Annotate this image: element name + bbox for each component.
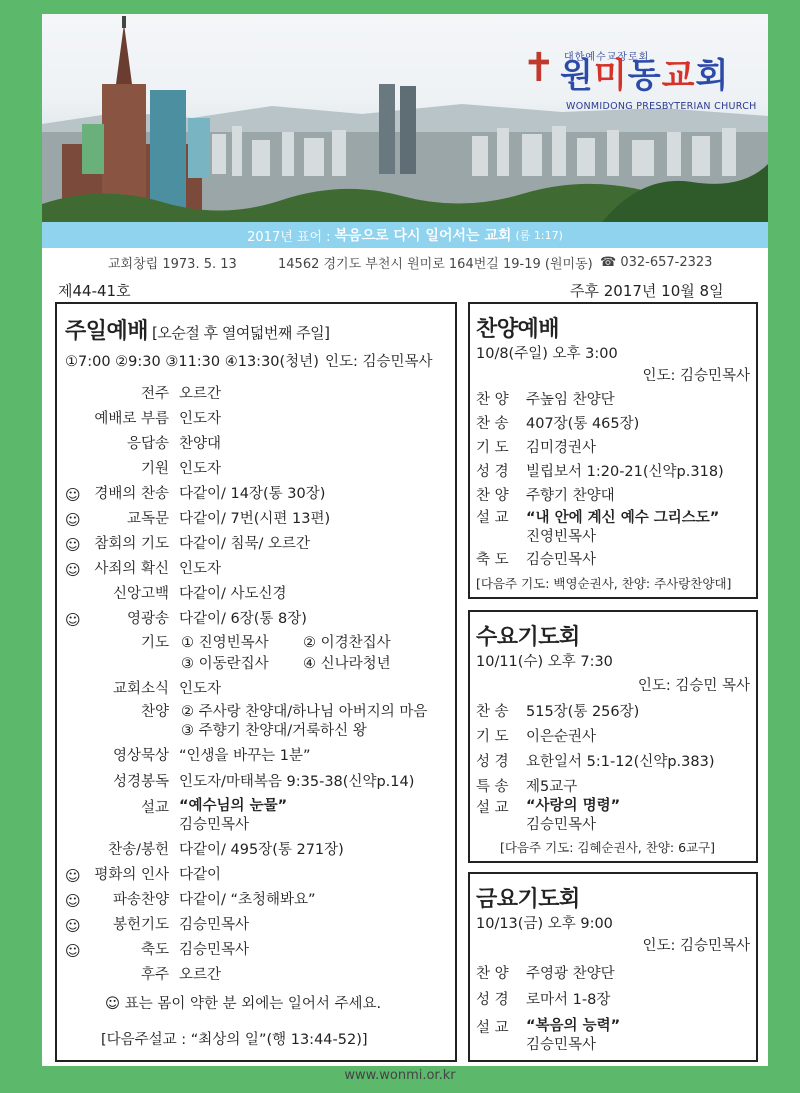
order-label: 설 교 xyxy=(476,510,509,526)
standing-mark-icon: ☺ xyxy=(65,511,81,529)
order-label: 설 교 xyxy=(476,1020,509,1036)
choir-item: ③ 주향기 찬양대/거룩하신 왕 xyxy=(181,723,367,739)
prayer-person: ④ 신나라청년 xyxy=(303,656,391,672)
order-label: 응답송 xyxy=(126,436,169,452)
order-label: 성 경 xyxy=(476,464,509,480)
sermon-title: “복음의 능력” xyxy=(526,1018,621,1034)
logo-denomination: 대한예수교장로회 xyxy=(564,52,650,63)
order-value: 인도자 xyxy=(179,681,222,697)
order-label: 기도 xyxy=(140,635,169,651)
issue-number: 제44-41호 xyxy=(58,282,131,300)
order-value: 이은순권사 xyxy=(526,729,597,745)
order-value: 찬양대 xyxy=(179,436,222,452)
order-label: 특 송 xyxy=(476,779,509,795)
standing-mark-icon: ☺ xyxy=(65,561,81,579)
order-value: 다같이/ 사도신경 xyxy=(179,586,287,602)
choir-item: ② 주사랑 찬양대/하나님 아버지의 마음 xyxy=(181,704,428,720)
logo-char: 원 xyxy=(560,56,594,96)
sermon-title: “예수님의 눈물” xyxy=(179,798,288,814)
order-label: 봉헌기도 xyxy=(112,917,169,933)
sermon-preacher: 김승민목사 xyxy=(179,817,250,833)
logo-char: 회 xyxy=(695,56,730,96)
order-label: 성 경 xyxy=(476,992,509,1008)
order-label: 찬양 xyxy=(140,704,169,720)
order-label: 찬 양 xyxy=(476,488,509,504)
order-label: 평화의 인사 xyxy=(94,867,169,883)
order-value: 제5교구 xyxy=(526,779,578,795)
order-value: 인도자/마태복음 9:35-38(신약p.14) xyxy=(179,774,415,790)
church-logo xyxy=(522,44,762,114)
sunday-leader: 인도: 김승민목사 xyxy=(325,354,433,370)
sermon-title: “사랑의 명령” xyxy=(526,798,621,814)
order-value: 김승민목사 xyxy=(179,917,250,933)
order-value: 로마서 1-8장 xyxy=(526,992,611,1008)
order-label: 교독문 xyxy=(126,511,169,527)
order-value: 오르간 xyxy=(179,386,222,402)
order-value: 인도자 xyxy=(179,561,222,577)
order-label: 설교 xyxy=(140,800,169,816)
order-label: 경배의 찬송 xyxy=(94,486,169,502)
friday-leader: 인도: 김승민목사 xyxy=(642,938,750,954)
order-label: 기원 xyxy=(140,461,169,477)
church-city-photo xyxy=(42,14,768,222)
praise-leader: 인도: 김승민목사 xyxy=(642,368,750,384)
order-value: 인도자 xyxy=(179,461,222,477)
friday-time: 10/13(금) 오후 9:00 xyxy=(476,916,613,932)
order-label: 찬송/봉헌 xyxy=(108,842,169,858)
order-label: 예배로 부름 xyxy=(94,411,169,427)
order-label: 교회소식 xyxy=(112,681,169,697)
order-label: 참회의 기도 xyxy=(94,536,169,552)
order-label: 성경봉독 xyxy=(112,774,169,790)
order-value: 주영광 찬양단 xyxy=(526,966,615,982)
sermon-preacher: 진영빈목사 xyxy=(526,529,597,545)
order-value: 다같이 xyxy=(179,867,222,883)
order-label: 사죄의 확신 xyxy=(94,561,169,577)
sunday-title xyxy=(65,314,329,345)
order-value: 515장(통 256장) xyxy=(526,704,640,720)
order-label: 후주 xyxy=(140,967,169,983)
wednesday-title: 수요기도회 xyxy=(476,625,580,650)
order-label: 영상묵상 xyxy=(112,748,169,764)
prayer-person: ③ 이동란집사 xyxy=(181,656,269,672)
praise-worship-box xyxy=(468,302,758,599)
order-value: 주높임 찬양단 xyxy=(526,392,615,408)
praise-title: 찬양예배 xyxy=(476,317,560,342)
order-label: 전주 xyxy=(140,386,169,402)
standing-note: ☺ 표는 몸이 약한 분 외에는 일어서 주세요. xyxy=(105,996,382,1012)
prayer-person: ② 이경찬집사 xyxy=(303,635,391,651)
church-phone: ☎ 032-657-2323 xyxy=(600,254,713,270)
order-label: 파송찬양 xyxy=(112,892,169,908)
standing-mark-icon: ☺ xyxy=(65,536,81,554)
order-label: 찬 양 xyxy=(476,966,509,982)
order-value: 김승민목사 xyxy=(526,552,597,568)
sunday-subtitle: [오순절 후 열여덟번째 주일] xyxy=(152,324,330,342)
order-value: 주향기 찬양대 xyxy=(526,488,615,504)
order-label: 찬 송 xyxy=(476,704,509,720)
wednesday-next: [다음주 기도: 김혜순권사, 찬양: 6교구] xyxy=(500,840,716,855)
standing-mark-icon: ☺ xyxy=(65,942,81,960)
order-label: 성 경 xyxy=(476,754,509,770)
sunday-title-text: 주일예배 xyxy=(65,319,149,344)
motto-bar xyxy=(42,222,768,248)
sermon-title: “내 안에 계신 예수 그리스도” xyxy=(526,510,720,526)
motto-prefix: 2017년 표어 : xyxy=(247,229,331,245)
sermon-preacher: 김승민목사 xyxy=(526,1037,597,1053)
logo-english-name: WONMIDONG PRESBYTERIAN CHURCH xyxy=(566,101,757,112)
order-label: 설 교 xyxy=(476,800,509,816)
order-value: 다같이/ 495장(통 271장) xyxy=(179,842,344,858)
praise-time: 10/8(주일) 오후 3:00 xyxy=(476,346,618,362)
order-label: 기 도 xyxy=(476,440,509,456)
wednesday-time: 10/11(수) 오후 7:30 xyxy=(476,654,613,670)
friday-title: 금요기도회 xyxy=(476,887,580,912)
order-value: 다같이/ 침묵/ 오르간 xyxy=(179,536,311,552)
order-value: 407장(통 465장) xyxy=(526,416,640,432)
standing-mark-icon: ☺ xyxy=(65,892,81,910)
issue-date: 주후 2017년 10월 8일 xyxy=(570,282,724,300)
order-value: 빌립보서 1:20-21(신약p.318) xyxy=(526,464,724,480)
wednesday-prayer-box xyxy=(468,610,758,863)
order-value: 다같이/ 7번(시편 13편) xyxy=(179,511,331,527)
standing-mark-icon: ☺ xyxy=(65,486,81,504)
sermon-preacher: 김승민목사 xyxy=(526,817,597,833)
order-value: 다같이/ 14장(통 30장) xyxy=(179,486,326,502)
praise-next: [다음주 기도: 백영순권사, 찬양: 주사랑찬양대] xyxy=(476,576,732,591)
motto-text: 복음으로 다시 일어서는 교회 xyxy=(334,228,512,244)
prayer-person: ① 진영빈목사 xyxy=(181,635,269,651)
standing-mark-icon: ☺ xyxy=(65,917,81,935)
order-value: “인생을 바꾸는 1분” xyxy=(179,748,311,764)
logo-char: 교 xyxy=(661,56,696,96)
logo-church-name xyxy=(560,58,729,95)
order-value: 인도자 xyxy=(179,411,222,427)
order-value: 김승민목사 xyxy=(179,942,250,958)
logo-char: 동 xyxy=(627,56,662,96)
logo-char: 미 xyxy=(593,56,628,96)
order-label: 찬 송 xyxy=(476,416,509,432)
church-website[interactable]: www.wonmi.or.kr xyxy=(344,1068,456,1083)
service-times: ①7:00 ②9:30 ③11:30 ④13:30(청년) xyxy=(65,354,319,370)
church-address: 14562 경기도 부천시 원미로 164번길 19-19 (원미동) xyxy=(278,256,593,272)
order-label: 영광송 xyxy=(126,611,169,627)
order-value: 요한일서 5:1-12(신약p.383) xyxy=(526,754,715,770)
wednesday-leader: 인도: 김승민 목사 xyxy=(637,678,750,694)
cross-icon: ✝ xyxy=(522,45,556,91)
motto-reference: (롬 1:17) xyxy=(515,229,563,242)
sunday-worship-box xyxy=(55,302,457,1062)
standing-mark-icon: ☺ xyxy=(65,611,81,629)
next-sermon: [다음주설교 : “최상의 일”(행 13:44-52)] xyxy=(101,1032,368,1048)
order-label: 축도 xyxy=(140,942,169,958)
order-label: 찬 양 xyxy=(476,392,509,408)
standing-mark-icon: ☺ xyxy=(65,867,81,885)
order-value: 다같이/ 6장(통 8장) xyxy=(179,611,307,627)
order-label: 신앙고백 xyxy=(112,586,169,602)
order-value: 김미경권사 xyxy=(526,440,597,456)
order-label: 축 도 xyxy=(476,552,509,568)
order-value: 오르간 xyxy=(179,967,222,983)
friday-prayer-box xyxy=(468,872,758,1062)
church-info-line xyxy=(42,250,768,274)
order-label: 기 도 xyxy=(476,729,509,745)
order-value: 다같이/ “초청해봐요” xyxy=(179,892,316,908)
founded-date: 교회창립 1973. 5. 13 xyxy=(108,256,237,272)
